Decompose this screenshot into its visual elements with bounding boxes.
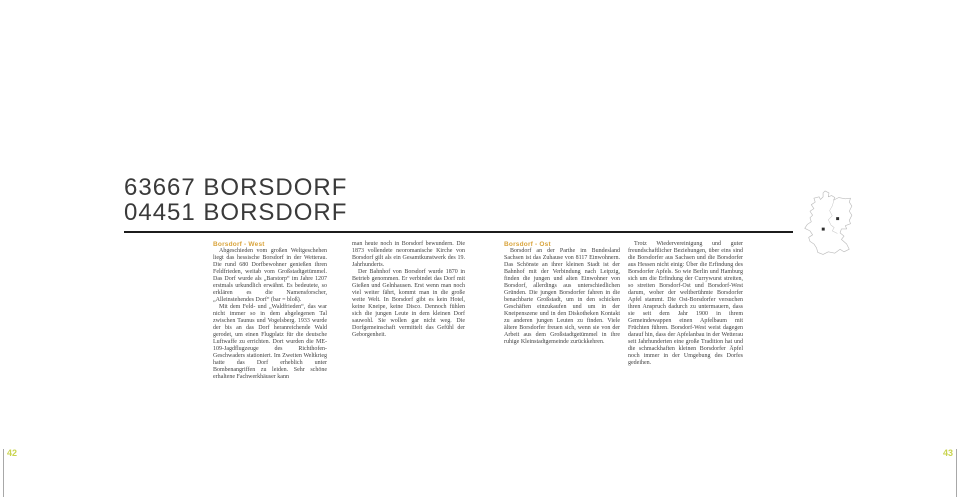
inner-border-line: [828, 199, 837, 233]
title-rule: [124, 231, 793, 233]
column-borsdorf-west-continued: [352, 241, 465, 339]
heading-borsdorf-west: Borsdorf - West: [213, 241, 265, 248]
heading-borsdorf-ost: Borsdorf - Ost: [504, 241, 551, 248]
page-title-line-2: 04451 BORSDORF: [124, 199, 348, 226]
paragraph: Abgeschieden vom großen Weltgeschehen liegt das hessische Borsdorf in der Wetterau. Die rund 680 Dorfbewohner genießen ihren Feldfrieden, weitab vom Großstadtgetümmel. Das Dorf wurde als „Barstorp“ im Jahre 1207 erstmals urkundlich erwähnt. Es bedeutete, so erklären es die Namensforscher, „Alleinstehendes Dorf“ (bar = bloß).: [213, 248, 327, 303]
page-title-line-1: 63667 BORSDORF: [124, 174, 348, 201]
page-title: [124, 175, 347, 225]
paragraph: Mit dem Feld- und „Waldfrieden“, das war nicht immer so in dem abgelegenen Tal zwischen Taunus und Vogelsberg. 1933 wurde der bis an das Dorf heranreichende Wald gerodet, um einen Flugplatz für die deutsche Luftwaffe zu errichten. Dort wurden die ME-109-Jagdflugzeuge des Richthofen-Geschwaders stationiert. Im Zweiten Weltkrieg hatte das Dorf erheblich unter Bombenangriffen zu leiden. Sehr schöne erhaltene Fachwerkhäuser kann: [213, 304, 327, 380]
germany-map-icon: [794, 189, 860, 261]
column-borsdorf-west: [213, 241, 327, 381]
borsdorf-ost-marker: [836, 217, 839, 220]
page-number-right: 43: [942, 448, 953, 458]
page-edge-mark-left: [3, 449, 4, 497]
column-apfelstreit: [628, 241, 743, 367]
paragraph: Borsdorf an der Parthe im Bundesland Sachsen ist das Zuhause von 8117 Einwohnern. Das Schönste an ihrer kleinen Stadt ist der Bahnhof mit der Verbindung nach Leipzig, finden die jungen und alten Einwohner von Borsdorf, allerdings aus unterschiedlichen Gründen. Die jungen Borsdorfer fahren in die benachbarte Großstadt, um in den schicken Geschäften einzukaufen und um in der Kneipenszene und in den Diskotheken Kontakt zu anderen jungen Leuten zu finden. Viele ältere Borsdorfer freuen sich, wenn sie von der Arbeit aus dem Großstadtgetümmel in ihre ruhige Kleinstadtgemeinde zurückkehren.: [504, 248, 620, 345]
paragraph: Der Bahnhof von Borsdorf wurde 1870 in Betrieb genommen. Er verbindet das Dorf mit Gießen und Gelnhausen. Erst wenn man noch viel weiter fährt, kommt man in die große weite Welt. In Borsdorf gibt es kein Hotel, keine Kneipe, keine Disco. Dennoch fühlen sich die jungen Leute in dem kleinen Dorf sauwohl. Sie wollen gar nicht weg. Die Dorfgemeinschaft vermittelt das Gefühl der Geborgenheit.: [352, 269, 465, 338]
page-edge-mark-right: [956, 449, 957, 497]
borsdorf-west-marker: [822, 228, 825, 231]
column-borsdorf-ost: [504, 241, 620, 346]
germany-outline: [805, 191, 852, 254]
page-number-left: 42: [7, 448, 18, 458]
paragraph: man heute noch in Borsdorf bewundern. Die 1873 vollendete neoromanische Kirche von Borsdorf gilt als ein Gesamtkunstwerk des 19. Jahrhunderts.: [352, 241, 465, 268]
paragraph: Trotz Wiedervereinigung und guter freundschaftlicher Beziehungen, über eins sind die Borsdorfer aus Sachsen und die Borsdorfer aus Hessen nicht einig: Über die Erfindung des Borsdorfer Apfels. So wie Berlin und Hamburg sich um die Erfindung der Currywurst streiten, so streiten Borsdorf-Ost und Borsdorf-West darum, woher der weltberühmte Borsdorfer Apfel stammt. Die Ost-Borsdorfer versuchen ihren Anspruch dadurch zu untermauern, dass sie seit dem Jahr 1900 in ihrem Gemeindewappen einen Apfelbaum mit Früchten führen. Borsdorf-West weist dagegen darauf hin, dass der Apfelanbau in der Wetterau seit Jahrhunderten eine große Tradition hat und die schmackhaften kleinen Borsdorfer Äpfel noch immer in der Umgebung des Dorfes gedeihen.: [628, 241, 743, 366]
